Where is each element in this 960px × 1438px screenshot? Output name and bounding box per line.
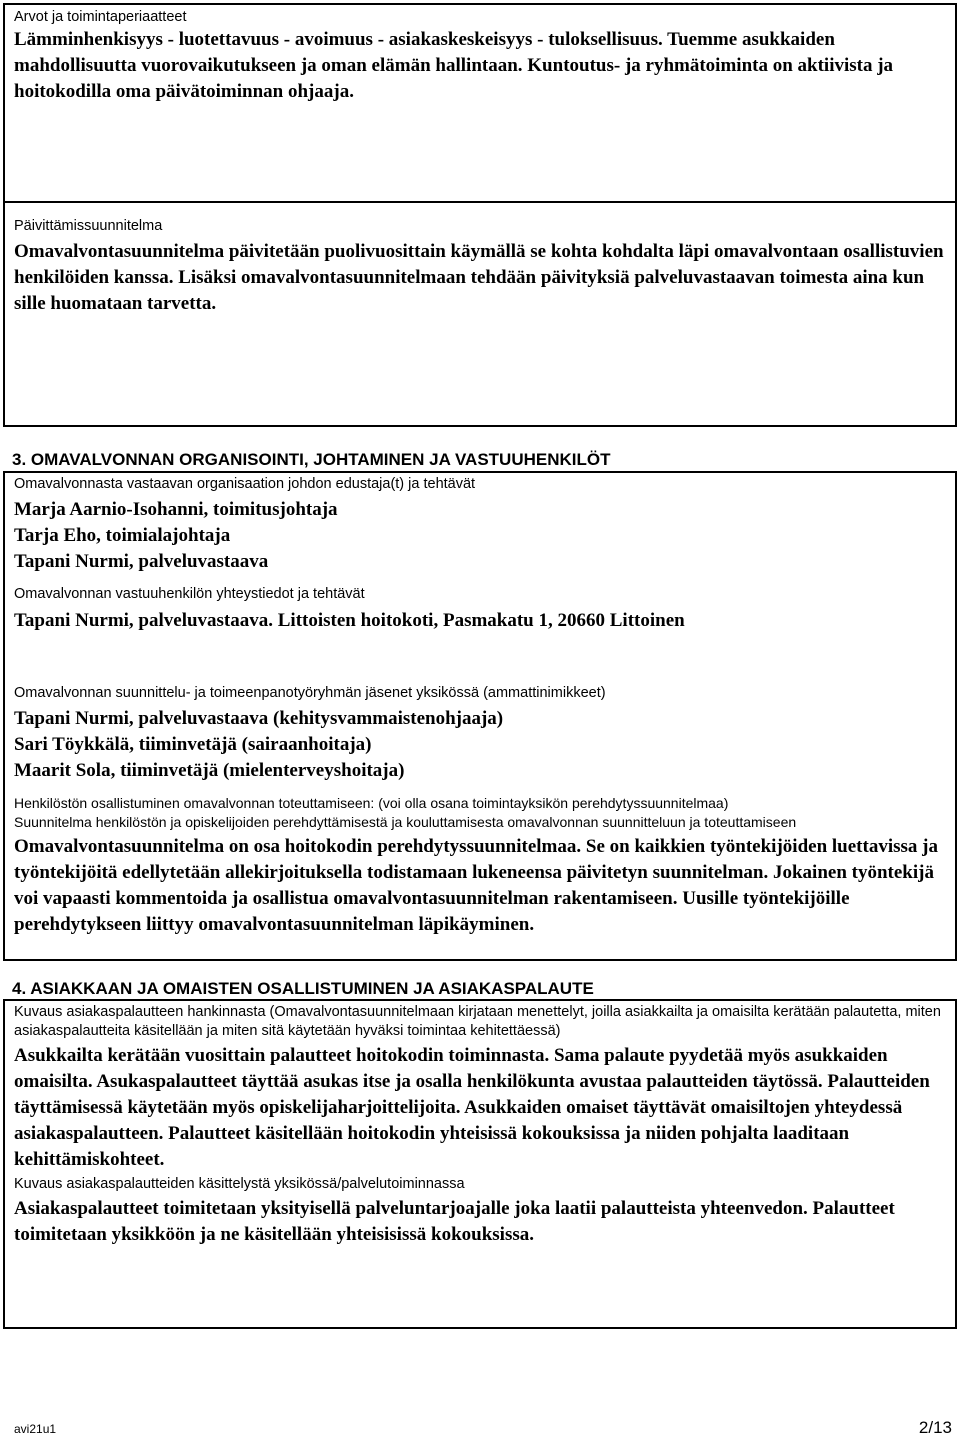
section-4-heading: 4. ASIAKKAAN JA OMAISTEN OSALLISTUMINEN JA ASIAKASPALAUTE: [12, 979, 594, 998]
values-label: Arvot ja toimintaperiaatteet: [14, 9, 187, 25]
responsible-person: Tarja Eho, toimialajohtaja: [14, 525, 231, 546]
team-member: Sari Töykkälä, tiiminvetäjä (sairaanhoitaja): [14, 734, 372, 755]
responsible-label: Omavalvonnasta vastaavan organisaation johdon edustaja(t) ja tehtävät: [14, 476, 476, 492]
team-label: Omavalvonnan suunnittelu- ja toimeenpanotyöryhmän jäsenet yksikössä (ammattinimikkeet): [14, 685, 606, 701]
section-3-heading: 3. OMAVALVONNAN ORGANISOINTI, JOHTAMINEN JA VASTUUHENKILÖT: [12, 450, 611, 469]
contact-text: Tapani Nurmi, palveluvastaava. Littoisten hoitokoti, Pasmakatu 1, 20660 Littoinen: [14, 610, 685, 631]
staff-participation-label: Henkilöstön osallistuminen omavalvonnan toteuttamiseen: (voi olla osana toimintayksikön perehdytyssuunnitelmaa): [14, 795, 729, 811]
responsible-person: Marja Aarnio-Isohanni, toimitusjohtaja: [14, 499, 338, 520]
staff-training-text: Omavalvontasuunnitelma on osa hoitokodin perehdytyssuunnitelmaa. Se on kaikkien työntekijöiden luettavissa ja työntekijöitä edellytetään allekirjoituksella todistamaan lukeneensa päivitetyn suunnitelman. Jokainen työntekijä voi vapaasti kommentoida ja osallistua omavalvontasuunnitelman rakentamiseen. Uusille työntekijöille perehdytykseen liittyy omavalvontasuunnitelman läpikäyminen.: [14, 836, 938, 935]
feedback-box: [3, 999, 957, 1329]
update-plan-text: Omavalvontasuunnitelma päivitetään puolivuosittain käymällä se kohta kohdalta läpi omavalvontaan osallistuvien henkilöiden kanssa. Lisäksi omavalvontasuunnitelmaan tehdään päivityksiä palveluvastaavan toimesta aina kun sille huomataan tarvetta.: [14, 241, 944, 314]
team-member: Maarit Sola, tiiminvetäjä (mielenterveyshoitaja): [14, 760, 405, 781]
page-number: 2/13: [918, 1418, 952, 1437]
team-member: Tapani Nurmi, palveluvastaava (kehitysvammaistenohjaaja): [14, 708, 504, 729]
update-plan-box: [3, 201, 957, 427]
responsible-person: Tapani Nurmi, palveluvastaava: [14, 551, 269, 572]
feedback-collection-label: Kuvaus asiakaspalautteen hankinnasta (Omavalvontasuunnitelmaan kirjataan menettelyt, joilla asiakkailta ja omaisilta kerätään palautetta, miten asiakaspalautteita käsitellään ja miten sitä käytetään hyväksi toimintaa kehitettäessä): [14, 1004, 941, 1039]
document-code: avi21u1: [14, 1422, 57, 1436]
feedback-handling-label: Kuvaus asiakaspalautteiden käsittelystä yksikössä/palvelutoiminnassa: [14, 1176, 465, 1192]
feedback-collection-text: Asukkailta kerätään vuosittain palautteet hoitokodin toiminnasta. Sama palaute pyydetää myös asukkaiden omaisilta. Asukaspalautteet täyttää asukas itse ja osalla henkilökunta avustaa palautteiden täytössä. Palautteiden täyttämisessä käytetään myös opiskelijaharjoittelijoita. Asukkaiden omaiset täyttävät omaisiltojen yhteydessä asiakaspalautteen. Palautteet käsitellään hoitokodin yhteisissä kokouksissa ja niiden pohjalta laaditaan kehittämiskohteet.: [14, 1045, 930, 1170]
feedback-handling-text: Asiakaspalautteet toimitetaan yksityisellä palveluntarjoajalle joka laatii palautteista yhteenvedon. Palautteet toimitetaan yksikköön ja ne käsitellään yhteisisissä kokouksissa.: [14, 1198, 895, 1245]
contact-label: Omavalvonnan vastuuhenkilön yhteystiedot ja tehtävät: [14, 586, 365, 602]
organization-box: [3, 471, 957, 961]
staff-training-label: Suunnitelma henkilöstön ja opiskelijoiden perehdyttämisestä ja kouluttamisesta omavalvonnan suunnitteluun ja toteuttamiseen: [14, 814, 797, 830]
values-box: [3, 3, 957, 203]
update-plan-label: Päivittämissuunnitelma: [14, 218, 163, 234]
values-text: Lämminhenkisyys - luotettavuus - avoimuus - asiakaskeskeisyys - tuloksellisuus. Tuemme asukkaiden mahdollisuutta vuorovaikutukseen ja oman elämän hallintaan. Kuntoutus- ja ryhmätoiminta on aktiivista ja hoitokodilla oma päivätoiminnan ohjaaja.: [14, 29, 894, 102]
